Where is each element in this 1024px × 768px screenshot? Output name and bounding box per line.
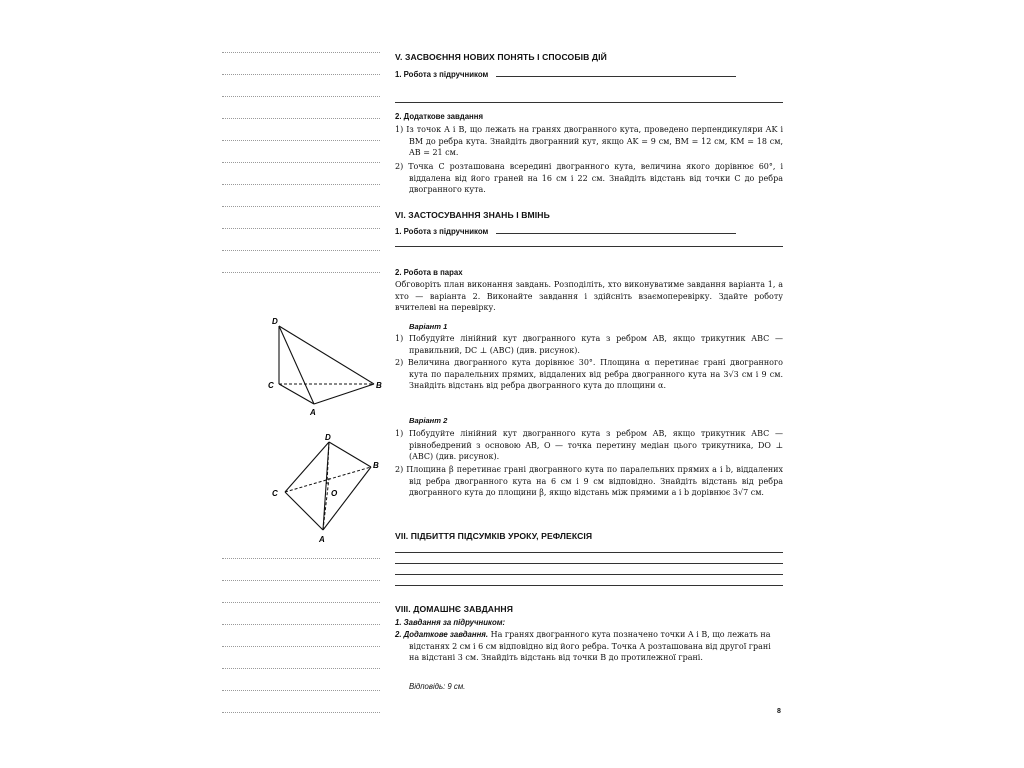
answer-line[interactable] xyxy=(395,102,783,103)
edge-DA xyxy=(323,442,329,530)
note-line[interactable] xyxy=(222,668,380,669)
answer-line[interactable] xyxy=(395,552,783,553)
note-line[interactable] xyxy=(222,690,380,691)
page-number: 8 xyxy=(777,708,781,715)
variant-2-task1: 1) Побудуйте лінійний кут двогранного кута з ребром AB, якщо трикутник ABC — рівнобедрений з основою AB, O — точка перетину медіан цього трикутника, DO ⊥ (ABC) (див. рисунок). xyxy=(395,429,783,462)
label-C: C xyxy=(272,489,278,498)
edge-DB xyxy=(329,442,371,467)
note-line[interactable] xyxy=(222,206,380,207)
note-line[interactable] xyxy=(222,602,380,603)
label-D: D xyxy=(325,433,331,442)
variant-1-task1: 1) Побудуйте лінійний кут двогранного кута з ребром AB, якщо трикутник ABC — правильний, DC ⊥ (ABC) (див. рисунок). xyxy=(395,334,783,355)
section-v-item2: 2. Додаткове завдання xyxy=(395,112,483,121)
edge-CA xyxy=(279,384,314,404)
answer-line[interactable] xyxy=(496,76,736,77)
note-line[interactable] xyxy=(222,96,380,97)
label-O: O xyxy=(331,489,338,498)
notes-margin xyxy=(222,40,382,730)
homework-item2-text: На гранях двогранного кута позначено точки A і B, що лежать на відстанях 2 см і 6 см відповідно від його ребра. Точка A розташована від другої грані на відстані 3 см. Знайдіть відстань від точки B до протилежної грані. xyxy=(409,630,771,663)
workbook-page xyxy=(222,40,790,730)
edge-AB xyxy=(314,384,374,404)
section-vii-title: VII. ПІДБИТТЯ ПІДСУМКІВ УРОКУ, РЕФЛЕКСІЯ xyxy=(395,531,593,541)
section-v-item1: 1. Робота з підручником xyxy=(395,70,736,79)
section-viii-title: VIII. ДОМАШНЄ ЗАВДАННЯ xyxy=(395,604,513,614)
edge-CA xyxy=(285,492,323,530)
label-C: C xyxy=(268,381,274,390)
section-v-task2: 2) Точка C розташована всередині двогранного кута, величина якого дорівнює 60°, і віддалена від його граней на 16 см і 22 см. Знайдіть відстань від точки C до ребра двогранного кута. xyxy=(395,162,783,195)
note-line[interactable] xyxy=(222,558,380,559)
note-line[interactable] xyxy=(222,646,380,647)
pair-work-intro: Обговоріть план виконання завдань. Розподіліть, хто виконуватиме завдання варіанта 1, а хто — варіанта 2. Виконайте завдання і здійсніть взаємоперевірку. Здайте роботу вчителеві на перевірку. xyxy=(395,280,783,313)
edge-DB xyxy=(279,326,374,384)
edge-CD xyxy=(285,442,329,492)
variant-2-task2: 2) Площина β перетинає грані двогранного кута по паралельних прямих a і b, віддалених від ребра двогранного кута на 6 см і 9 см відповідно. Знайдіть відстань від ребра двогранного кута до площини β, якщо відстань між прямими a і b дорівнює 3√7 см. xyxy=(395,465,783,498)
answer-line[interactable] xyxy=(395,246,783,247)
note-line[interactable] xyxy=(222,250,380,251)
pyramid-figure-2 xyxy=(267,432,387,544)
homework-answer: Відповідь: 9 см. xyxy=(409,682,466,691)
label-A: A xyxy=(310,408,316,417)
note-line[interactable] xyxy=(222,140,380,141)
section-vi-item1: 1. Робота з підручником xyxy=(395,227,736,236)
section-v-title: V. ЗАСВОЄННЯ НОВИХ ПОНЯТЬ І СПОСОБІВ ДІЙ xyxy=(395,52,607,62)
edge-AB xyxy=(323,467,371,530)
note-line[interactable] xyxy=(222,272,380,273)
note-line[interactable] xyxy=(222,162,380,163)
section-vi-item2: 2. Робота в парах xyxy=(395,268,463,277)
label-A: A xyxy=(319,535,325,544)
note-line[interactable] xyxy=(222,118,380,119)
homework-item1: 1. Завдання за підручником: xyxy=(395,618,506,627)
answer-line[interactable] xyxy=(395,563,783,564)
note-line[interactable] xyxy=(222,580,380,581)
label-B: B xyxy=(373,461,379,470)
variant-1-label: Варіант 1 xyxy=(409,322,448,331)
pyramid-figure-1 xyxy=(262,316,387,418)
label-D: D xyxy=(272,317,278,326)
answer-line[interactable] xyxy=(496,233,736,234)
note-line[interactable] xyxy=(222,52,380,53)
answer-line[interactable] xyxy=(395,585,783,586)
note-line[interactable] xyxy=(222,624,380,625)
note-line[interactable] xyxy=(222,74,380,75)
variant-1-task2: 2) Величина двогранного кута дорівнює 30°. Площина α перетинає грані двогранного кута по паралельних прямих, віддалених від ребра двогранного кута на 3√3 см і 9 см. Знайдіть відстань від ребра двогранного кута до площини α. xyxy=(395,358,783,391)
edge-DA xyxy=(279,326,314,404)
note-line[interactable] xyxy=(222,184,380,185)
note-line[interactable] xyxy=(222,228,380,229)
homework-item2-label: 2. Додаткове завдання. xyxy=(395,630,489,639)
answer-line[interactable] xyxy=(395,574,783,575)
homework-item2 xyxy=(395,629,783,664)
section-vi-title: VI. ЗАСТОСУВАННЯ ЗНАНЬ І ВМІНЬ xyxy=(395,210,550,220)
section-v-task1: 1) Із точок A і B, що лежать на гранях двогранного кута, проведено перпендикуляри AK і BM до ребра кута. Знайдіть двогранний кут, якщо AK = 9 см, BM = 12 см, KM = 18 см, AB = 21 см. xyxy=(395,125,783,158)
label-B: B xyxy=(376,381,382,390)
variant-2-label: Варіант 2 xyxy=(409,416,448,425)
note-line[interactable] xyxy=(222,712,380,713)
